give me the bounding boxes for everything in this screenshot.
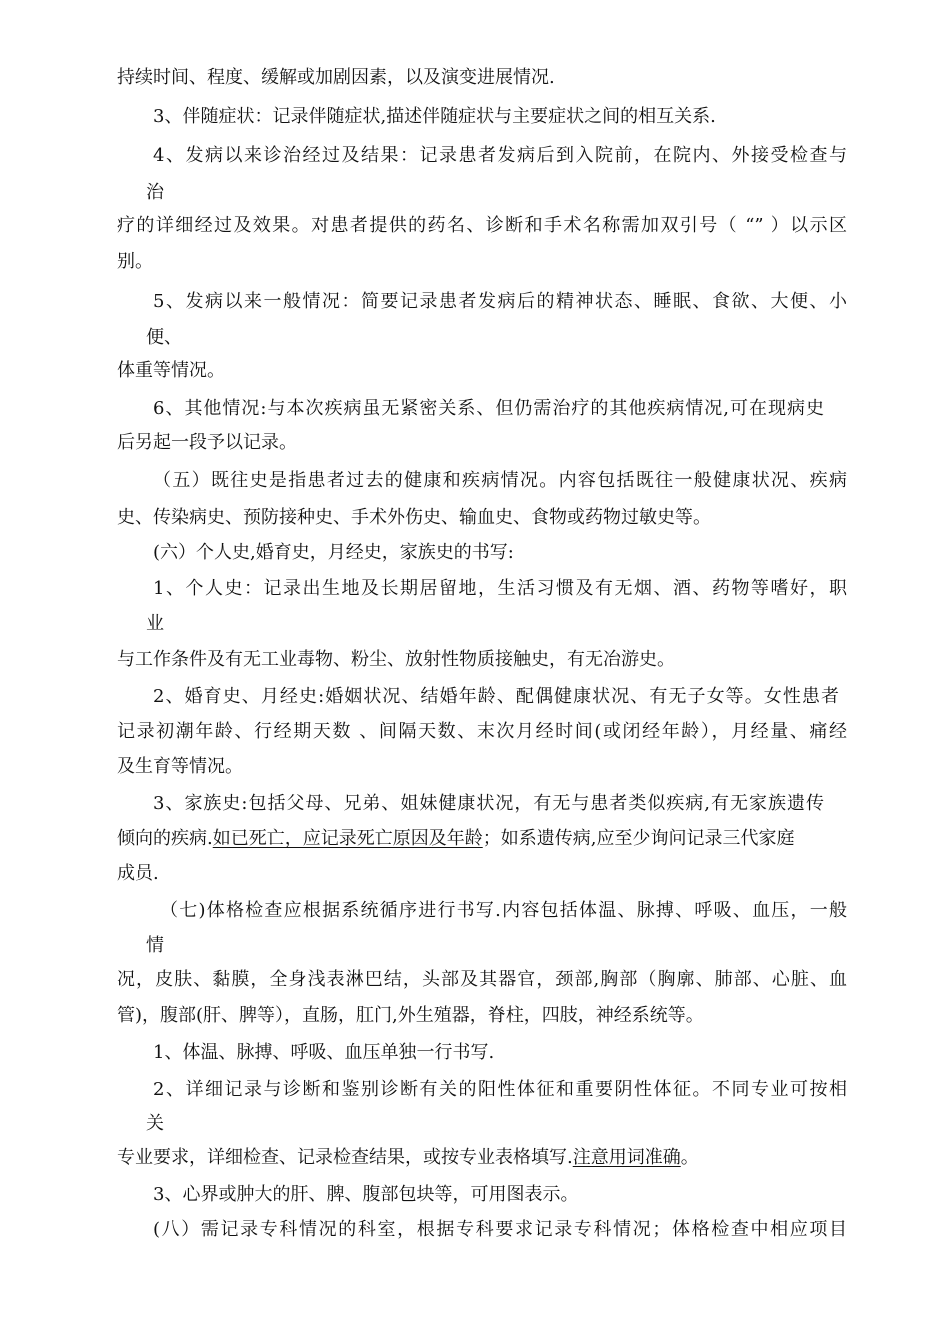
text-line [117,1146,699,1170]
text-line: 成员. [117,863,159,884]
text-line: 体重等情况。 [117,360,225,381]
text-line: 5、发病以来一般情况：简要记录患者发病后的精神状态、睡眠、食欲、大便、小 [153,291,847,312]
text-line: （七)体格检查应根据系统循序进行书写.内容包括体温、脉搏、呼吸、血压，一般 [160,900,847,921]
text-line: 别。 [117,251,153,272]
text-line: 疗的详细经过及效果。对患者提供的药名、诊断和手术名称需加双引号（ “” ）以示区 [117,215,847,236]
text-segment: ；如系遗传病,应至少询问记录三代家庭 [482,828,795,849]
text-line: 关 [146,1113,164,1134]
text-line: 后另起一段予以记录。 [117,432,297,453]
text-line: 持续时间、程度、缓解或加剧因素，以及演变进展情况. [117,67,555,88]
text-segment: 专业要求，详细检查、记录检查结果，或按专业表格填写. [117,1147,573,1168]
text-line: 便、 [146,327,182,348]
text-line: (六）个人史,婚育史，月经史，家族史的书写: [153,542,514,563]
text-line: 与工作条件及有无工业毒物、粉尘、放射性物质接触史，有无冶游史。 [117,649,675,670]
text-line: 6、其他情况:与本次疾病虽无紧密关系、但仍需治疗的其他疾病情况,可在现病史 [153,398,824,419]
text-line: 管)，腹部(肝、脾等），直肠，肛门,外生殖器，脊柱，四肢，神经系统等。 [117,1005,704,1026]
text-line: 3、心界或肿大的肝、脾、腹部包块等，可用图表示。 [153,1184,579,1205]
text-line [117,827,847,851]
text-line: 2、婚育史、月经史:婚姻状况、结婚年龄、配偶健康状况、有无子女等。女性患者 [153,686,839,707]
text-line: 1、个人史：记录出生地及长期居留地，生活习惯及有无烟、酒、药物等嗜好，职 [153,578,847,599]
text-line: 情 [146,935,164,956]
text-line: 记录初潮年龄、行经期天数 、间隔天数、末次月经时间(或闭经年龄），月经量、痛经 [117,721,847,742]
text-line: 3、家族史:包括父母、兄弟、姐妹健康状况，有无与患者类似疾病,有无家族遗传 [153,793,824,814]
text-line: 况，皮肤、黏膜，全身浅表淋巴结，头部及其器官，颈部,胸部（胸廓、肺部、心脏、血 [117,969,847,990]
text-line: 4、发病以来诊治经过及结果：记录患者发病后到入院前，在院内、外接受检查与 [153,145,847,166]
text-line: 及生育等情况。 [117,756,243,777]
text-line: 2、详细记录与诊断和鉴别诊断有关的阳性体征和重要阴性体征。不同专业可按相 [153,1079,847,1100]
text-line: 业 [146,613,164,634]
text-line: (八）需记录专科情况的科室，根据专科要求记录专科情况；体格检查中相应项目 [153,1219,847,1240]
text-line: 3、伴随症状：记录伴随症状,描述伴随症状与主要症状之间的相互关系. [153,106,716,127]
text-segment: 倾向的疾病. [117,828,213,849]
text-line: 1、体温、脉搏、呼吸、血压单独一行书写. [153,1042,495,1063]
text-line: （五）既往史是指患者过去的健康和疾病情况。内容包括既往一般健康状况、疾病 [153,470,847,491]
text-segment: 。 [680,1147,699,1168]
text-line: 治 [146,182,164,203]
underlined-text: 注意用词准确 [572,1147,681,1168]
text-line: 史、传染病史、预防接种史、手术外伤史、输血史、食物或药物过敏史等。 [117,507,711,528]
underlined-text: 如已死亡，应记录死亡原因及年龄 [212,828,483,849]
